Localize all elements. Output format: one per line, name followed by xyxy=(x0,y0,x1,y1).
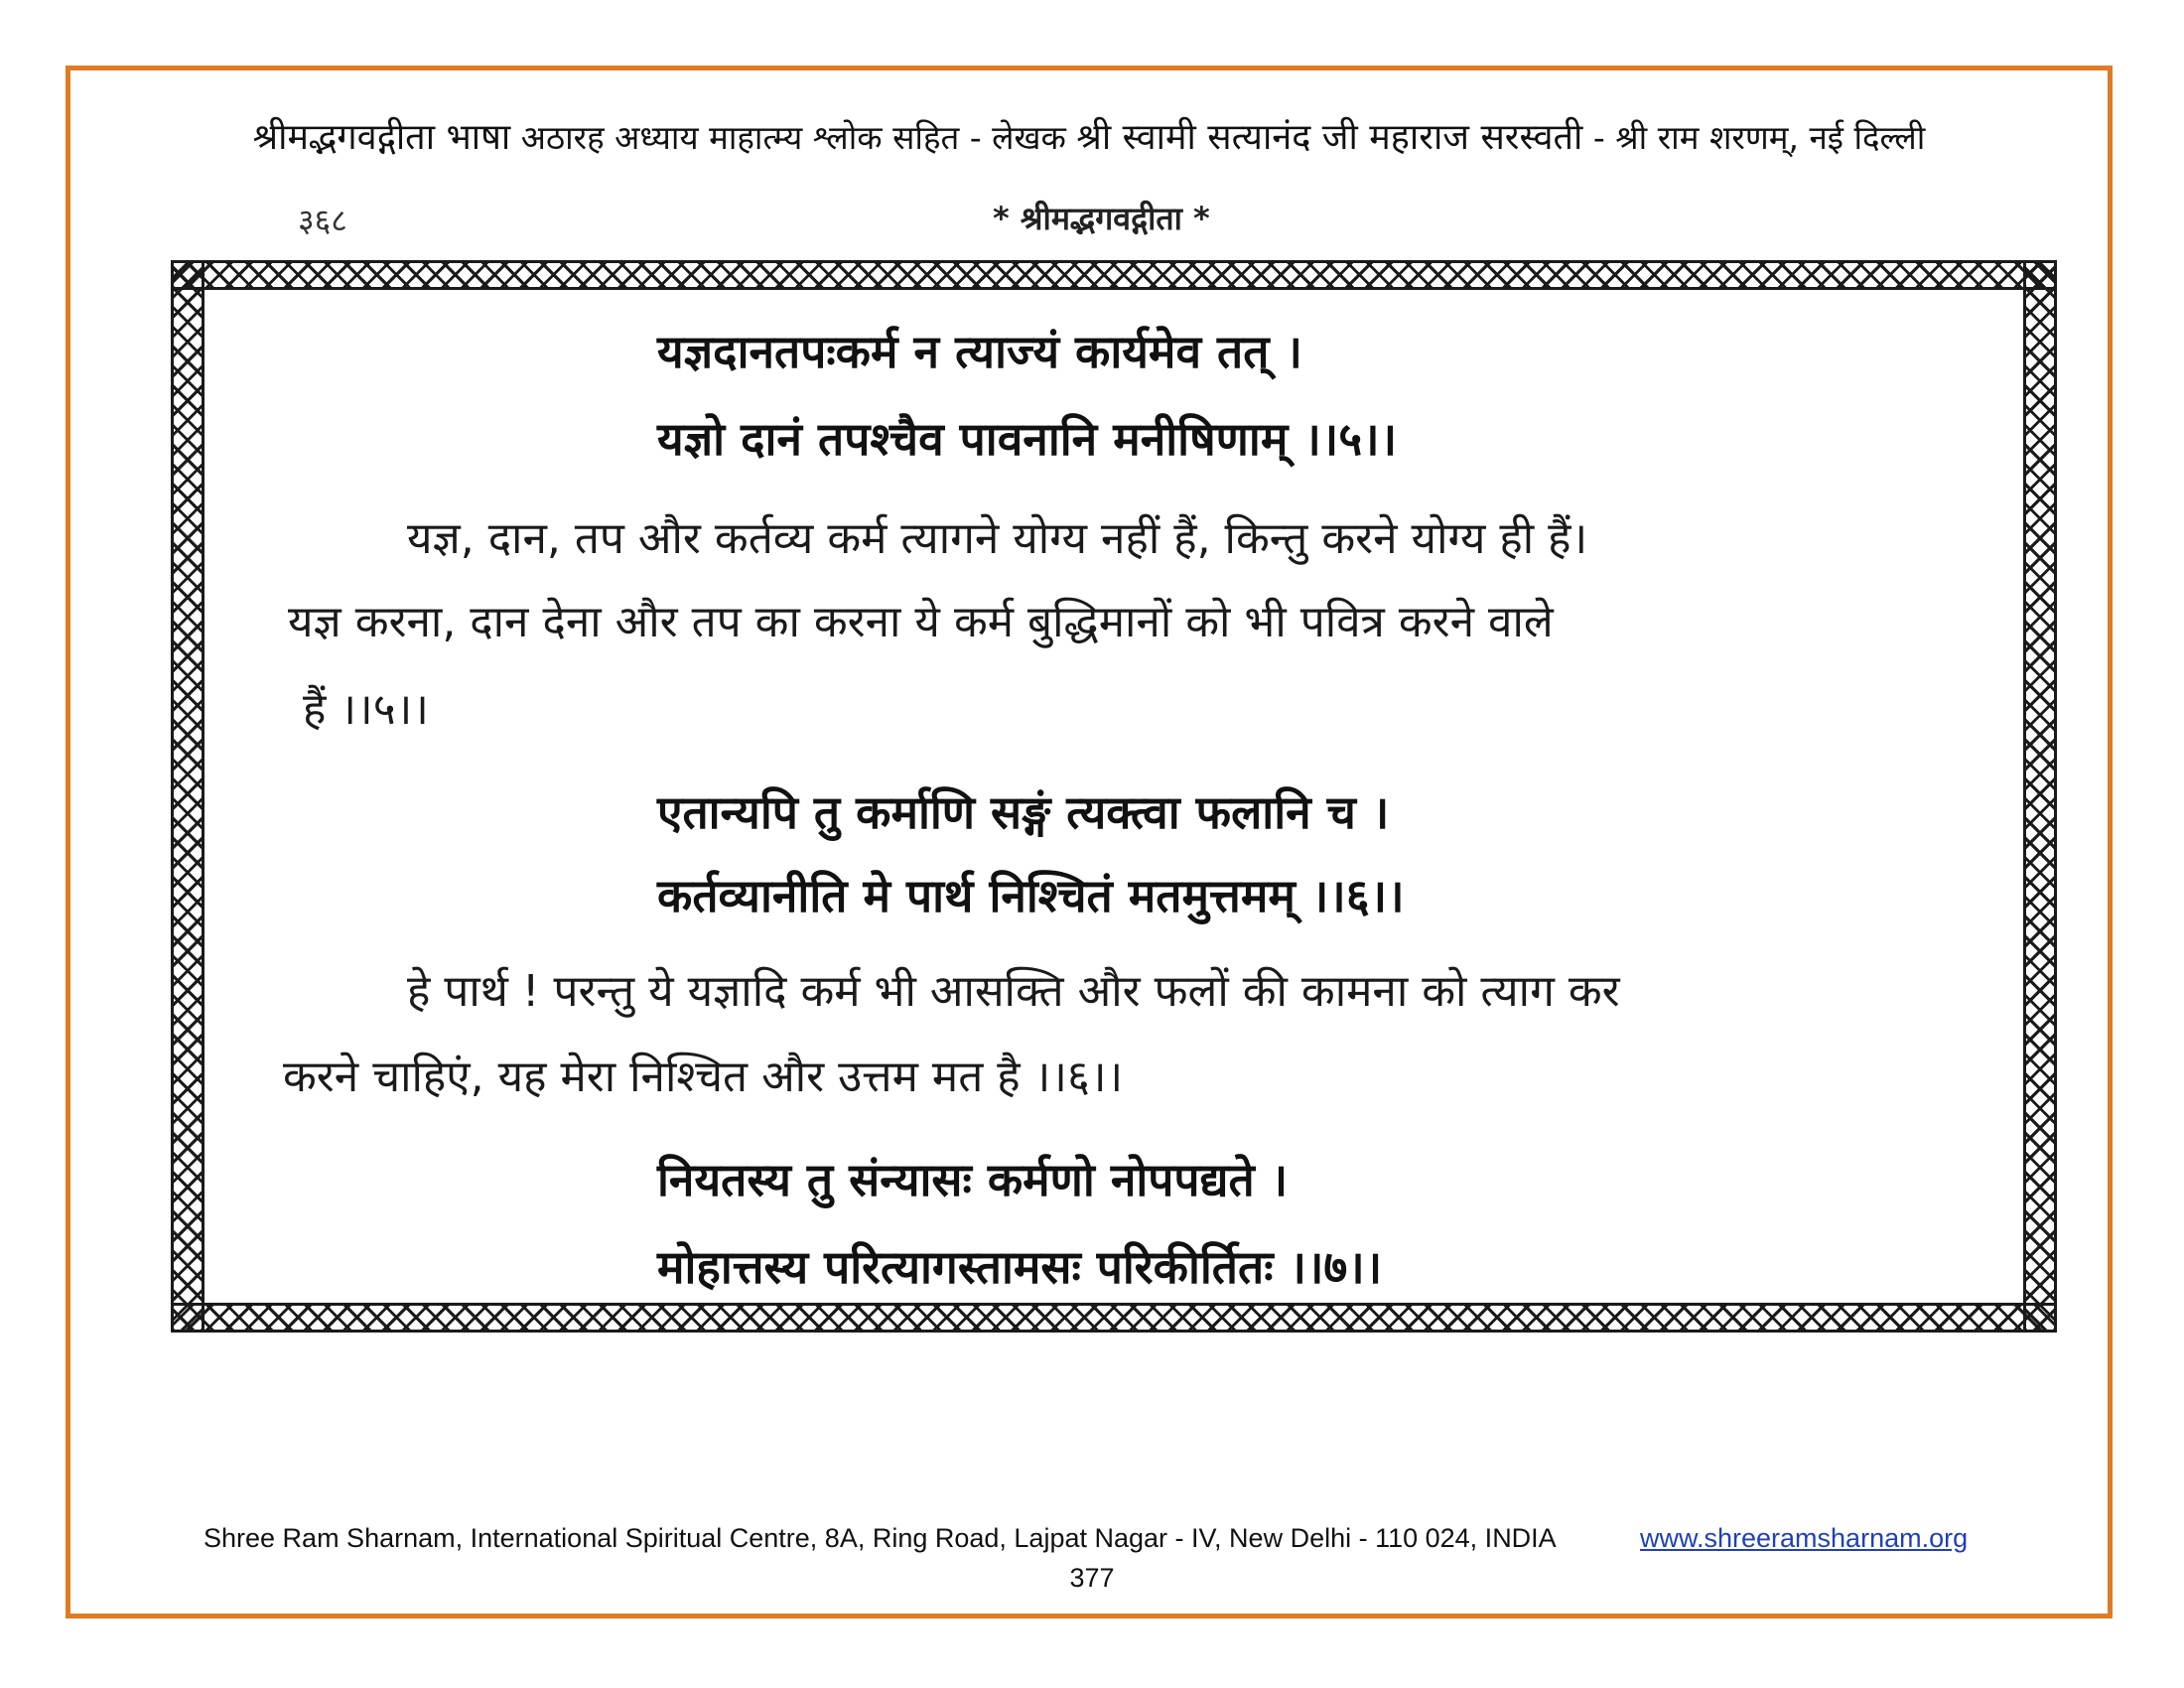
translation-5-line-2: यज्ञ करना, दान देना और तप का करना ये कर्म बुद्धिमानों को भी पवित्र करने वाले xyxy=(288,597,1554,647)
verse-7-line-1: नियतस्य तु संन्यासः कर्मणो नोपपद्यते । xyxy=(657,1153,1289,1206)
border-top xyxy=(171,260,2057,290)
header-author: श्री स्वामी सत्यानंद जी महाराज सरस्वती xyxy=(1076,117,1583,158)
header-subtitle: अठारह अध्याय माहात्म्य श्लोक सहित - लेखक xyxy=(520,118,1066,157)
translation-6-line-2: करने चाहिएं, यह मेरा निश्चित और उत्तम मत है ।।६।। xyxy=(283,1052,1124,1102)
verse-5-line-2: यज्ञो दानं तपश्चैव पावनानि मनीषिणाम् ।।५।। xyxy=(657,412,1398,466)
page-header xyxy=(66,111,2113,160)
verse-7-line-2: मोहात्तस्य परित्यागस्तामसः परिकीर्तितः ।।७।। xyxy=(657,1240,1383,1294)
border-left xyxy=(171,260,205,1333)
footer-address: Shree Ram Sharnam, International Spiritual Centre, 8A, Ring Road, Lajpat Nagar - IV, New Delhi - 110 024, INDIA xyxy=(204,1523,1557,1553)
header-title-main: श्रीमद्भगवद्गीता भाषा xyxy=(252,117,511,158)
header-publisher: - श्री राम शरणम्, नई दिल्ली xyxy=(1592,118,1926,157)
footer-page-number: 377 xyxy=(1069,1563,1115,1593)
verse-6-line-2: कर्तव्यानीति मे पार्थ निश्चितं मतमुत्तमम् ।।६।। xyxy=(657,869,1405,922)
border-right xyxy=(2023,260,2057,1333)
book-page-number: ३६८ xyxy=(298,202,347,239)
website-link[interactable]: www.shreeramsharnam.org xyxy=(1640,1523,1969,1553)
translation-5-line-1: यज्ञ, दान, तप और कर्तव्य कर्म त्यागने योग्य नहीं हैं, किन्तु करने योग्य ही हैं। xyxy=(407,513,1588,564)
verse-5-line-1: यज्ञदानतपःकर्म न त्याज्यं कार्यमेव तत् । xyxy=(657,325,1302,378)
book-running-head: * श्रीमद्भगवद्गीता * xyxy=(993,200,1210,237)
verse-6-line-1: एतान्यपि तु कर्माणि सङ्गं त्यक्त्वा फलानि च । xyxy=(657,785,1390,839)
translation-5-line-3: हैं ।।५।। xyxy=(303,684,429,735)
border-bottom xyxy=(171,1303,2057,1333)
translation-6-line-1: हे पार्थ ! परन्तु ये यज्ञादि कर्म भी आसक्ति और फलों की कामना को त्याग कर xyxy=(407,966,1620,1017)
